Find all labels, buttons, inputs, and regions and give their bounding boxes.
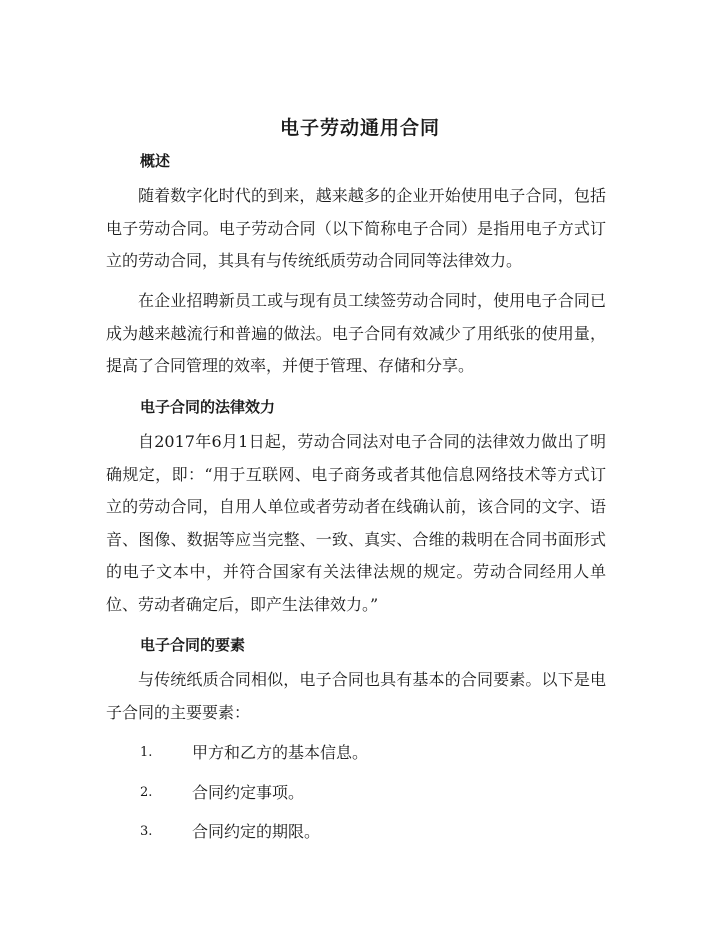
list-item-text: 合同约定事项。 [192, 783, 305, 802]
list-item-text: 合同约定的期限。 [192, 822, 321, 841]
document-title: 电子劳动通用合同 [279, 117, 440, 139]
paragraph-legal-effect: 自2017年6月1日起，劳动合同法对电子合同的法律效力做出了明确规定，即：“用于互联网、电子商务或者其他信息网络技术等方式订立的劳动合同，自用人单位或者劳动者在线确认前，该合同的文字、语音、图像、数据等应当完整、一致、真实、合维的栽明在合同书面形式的电子文本中，并符合国家有关法律法规的规定。劳动合同经用人单位、劳动者确定后，即产生法律效力。” [106, 432, 606, 614]
list-item-number: 3. [140, 824, 153, 839]
list-item-text: 甲方和乙方的基本信息。 [192, 743, 369, 762]
section-heading-legal-effect: 电子合同的法律效力 [140, 398, 276, 416]
paragraph-overview-1: 随着数字化时代的到来，越来越多的企业开始使用电子合同，包括电子劳动合同。电子劳动合同（以下简称电子合同）是指用电子方式订立的劳动合同，其具有与传统纸质劳动合同同等法律效力。 [106, 186, 606, 270]
paragraph-overview-2: 在企业招聘新员工或与现有员工续签劳动合同时，使用电子合同已成为越来越流行和普遍的做法。电子合同有效减少了用纸张的使用量，提高了合同管理的效率，并便于管理、存储和分享。 [106, 291, 606, 375]
section-heading-elements: 电子合同的要素 [140, 636, 246, 654]
list-item-number: 1. [140, 745, 153, 760]
paragraph-elements-intro: 与传统纸质合同相似，电子合同也具有基本的合同要素。以下是电子合同的主要要素： [106, 670, 606, 722]
list-item-number: 2. [140, 785, 153, 800]
section-heading-overview: 概述 [140, 152, 171, 170]
